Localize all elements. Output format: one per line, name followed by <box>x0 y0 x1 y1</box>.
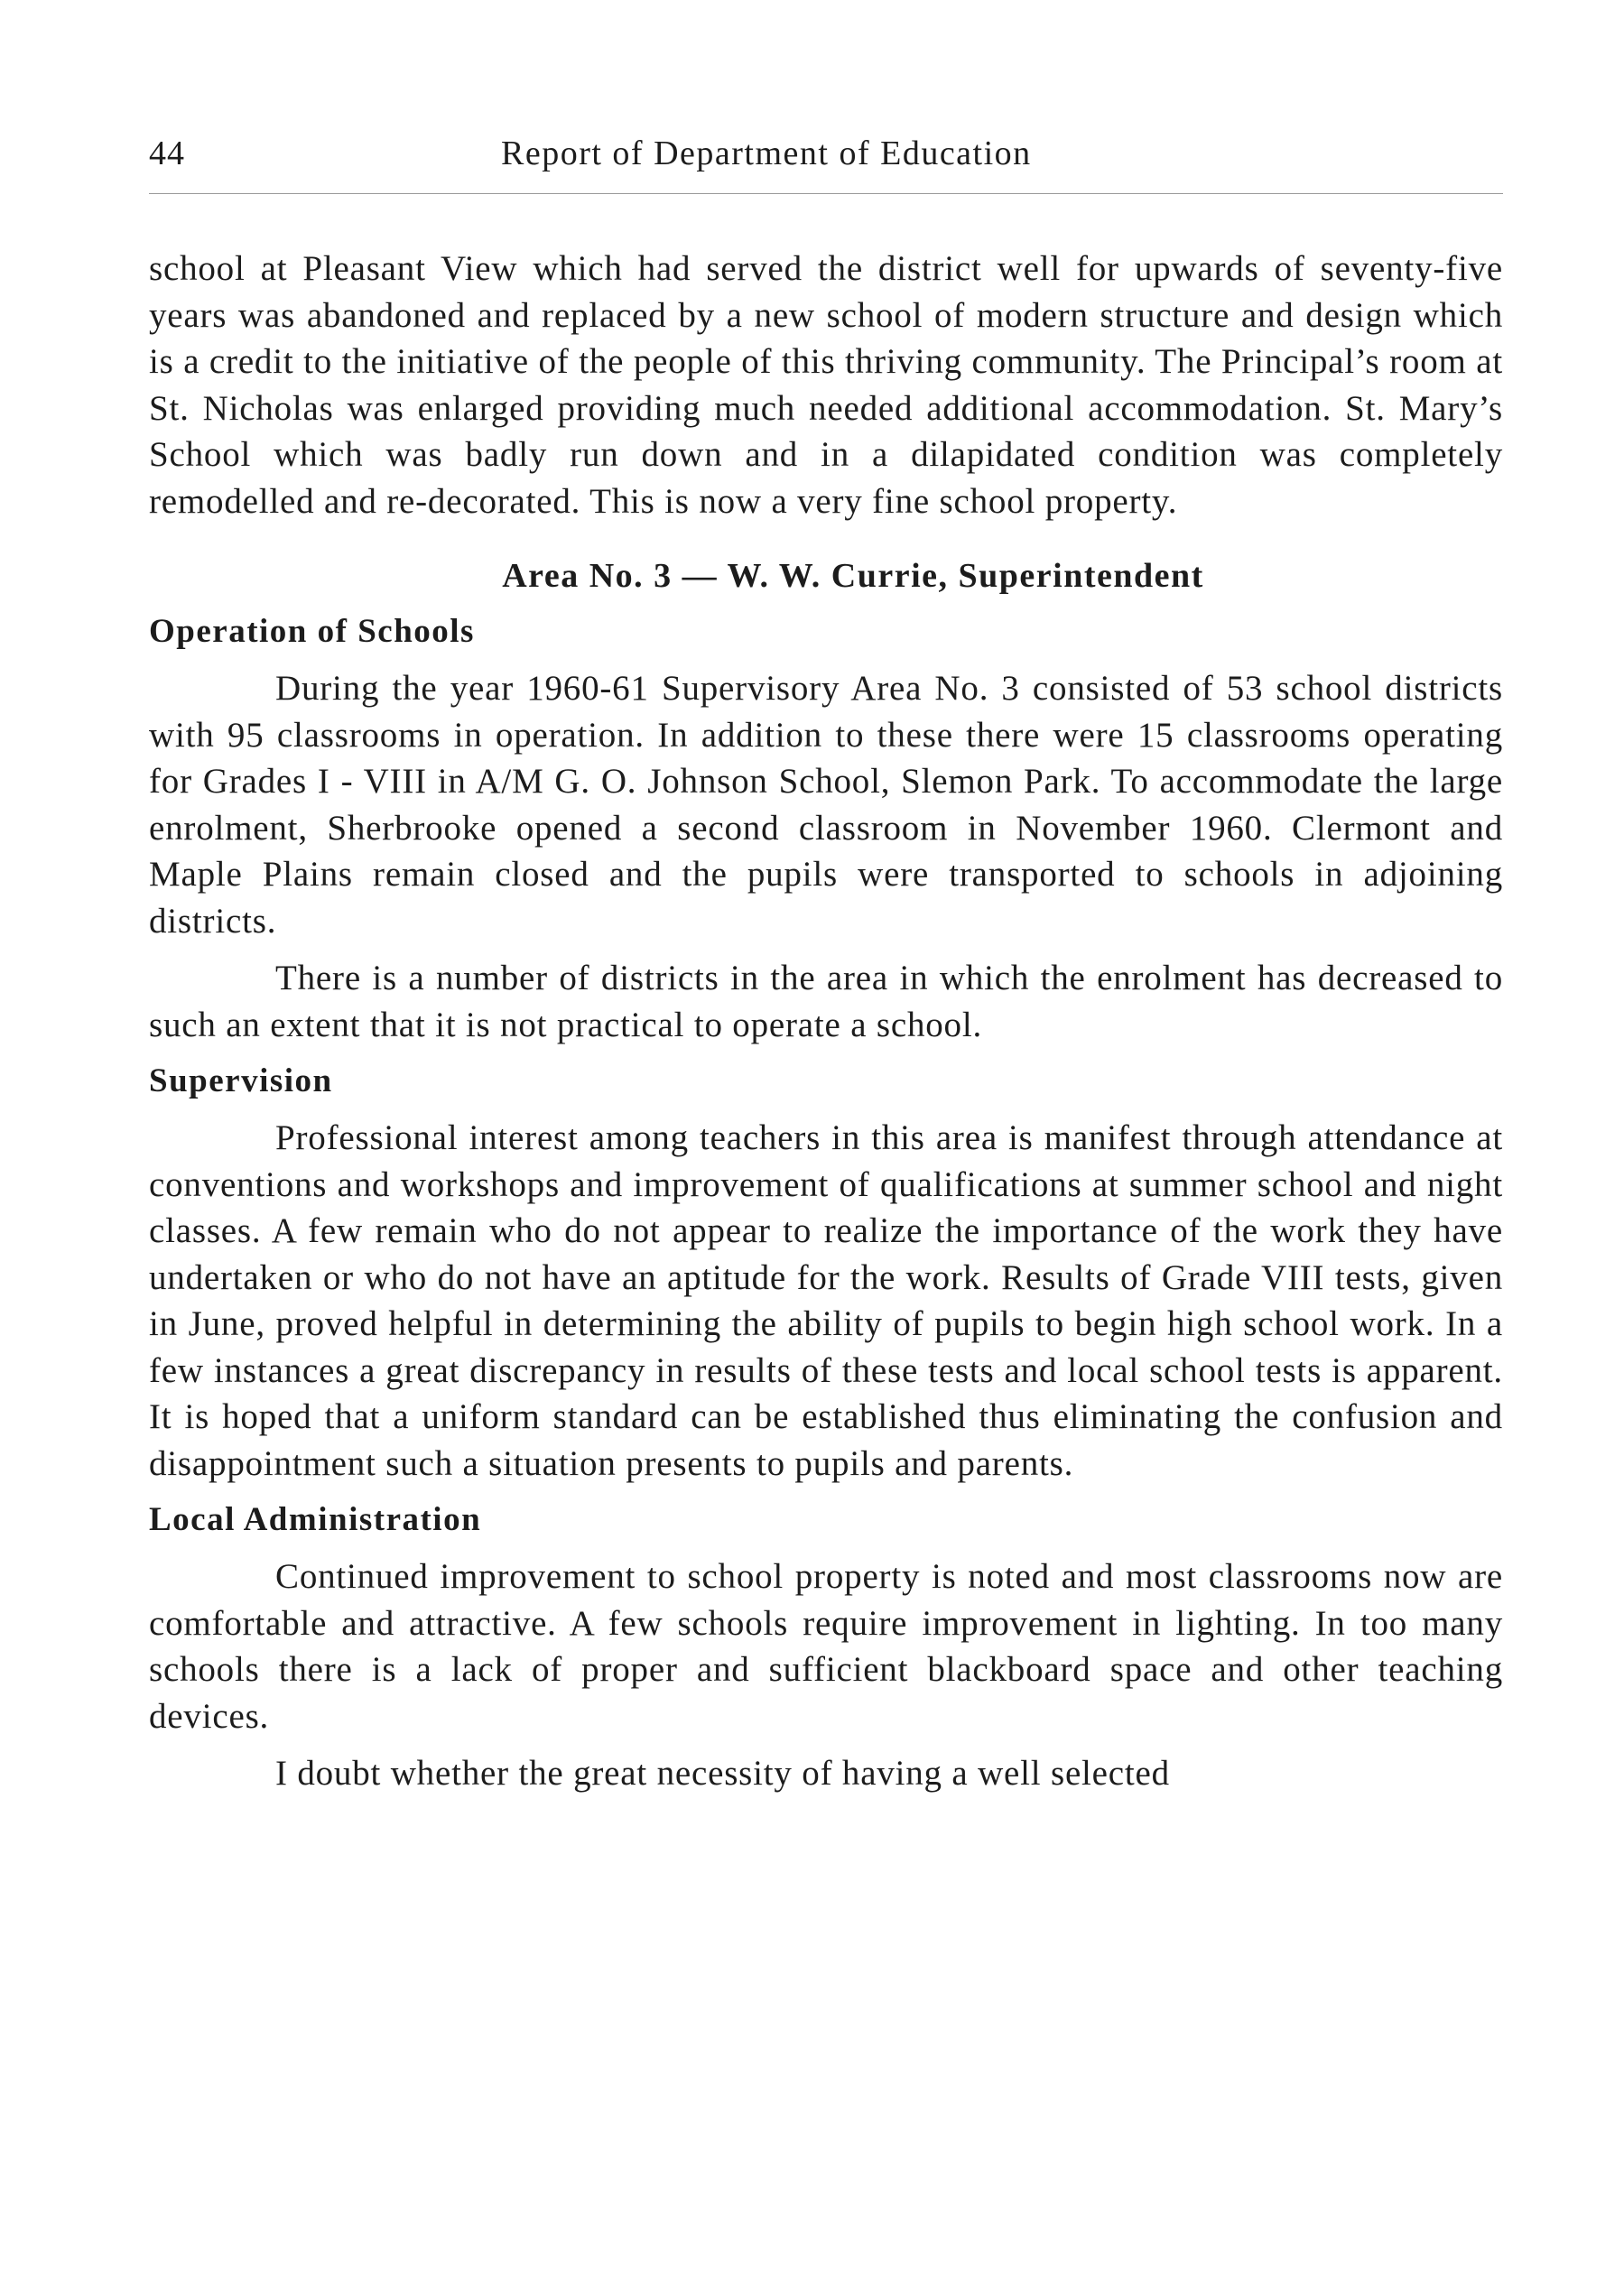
paragraph-local-administration-2: I doubt whether the great necessity of having a well selected <box>275 1754 1170 1793</box>
paragraph-operation-1: During the year 1960-61 Supervisory Area No. 3 consisted of 53 school districts with 95 classrooms in operation. In addition to these there were 15 classrooms operating for Grades I - VIII in A/M G. O. Johnson School, Slemon Park. To accommodate the large enrolment, Sherbrooke opened a second classroom in November 1960. Clermont and Maple Plains remain closed and the pupils were transported to schools in adjoining districts. <box>149 669 1503 941</box>
header-rule <box>149 193 1503 194</box>
spacer <box>149 1487 1503 1497</box>
page-number: 44 <box>149 134 185 172</box>
spacer <box>149 524 1503 553</box>
section-heading-supervision: Supervision <box>149 1062 333 1099</box>
section-heading-operation: Operation of Schools <box>149 613 475 650</box>
running-title: Report of Department of Education <box>501 134 1032 172</box>
body-text <box>149 246 1503 1797</box>
spacer <box>149 1543 1503 1553</box>
intro-paragraph: school at Pleasant View which had served the district well for upwards of seventy-five years was abandoned and replaced by a new school of modern structure and design which is a credit to the initiative of the people of this thriving community. The Principal’s room at St. Nicholas was enlarged providing much needed additional accommodation. St. Mary’s School which was badly run down and in a dilapidated condition was completely remodelled and re-decorated. This is now a very fine school property. <box>149 249 1503 521</box>
spacer <box>149 1739 1503 1750</box>
paragraph-supervision-1: Professional interest among teachers in this area is manifest through attendance at conventions and workshops and improvement of qualifications at summer school and night classes. A few remain who do not appear to realize the importance of the work they have undertaken or who do not have an aptitude for the work. Results of Grade VIII tests, given in June, proved helpful in determining the ability of pupils to begin high school work. In a few instances a great discrepancy in results of these tests and local school tests is apparent. It is hoped that a uniform standard can be established thus eliminating the confusion and disappointment such a situation presents to pupils and parents. <box>149 1118 1503 1483</box>
spacer <box>149 1104 1503 1115</box>
section-heading-local-administration: Local Administration <box>149 1501 482 1538</box>
page-header <box>149 134 1503 188</box>
spacer <box>149 1048 1503 1059</box>
spacer <box>149 654 1503 665</box>
paragraph-operation-2: There is a number of districts in the area in which the enrolment has decreased to such an extent that it is not practical to operate a school. <box>149 959 1503 1044</box>
spacer <box>149 598 1503 609</box>
area-heading: Area No. 3 — W. W. Currie, Superintendent <box>502 557 1204 595</box>
paragraph-local-administration-1: Continued improvement to school property is noted and most classrooms now are comfortable and attractive. A few schools require improvement in lighting. In too many schools there is a lack of proper and sufficient blackboard space and other teaching devices. <box>149 1557 1503 1736</box>
spacer <box>149 944 1503 955</box>
